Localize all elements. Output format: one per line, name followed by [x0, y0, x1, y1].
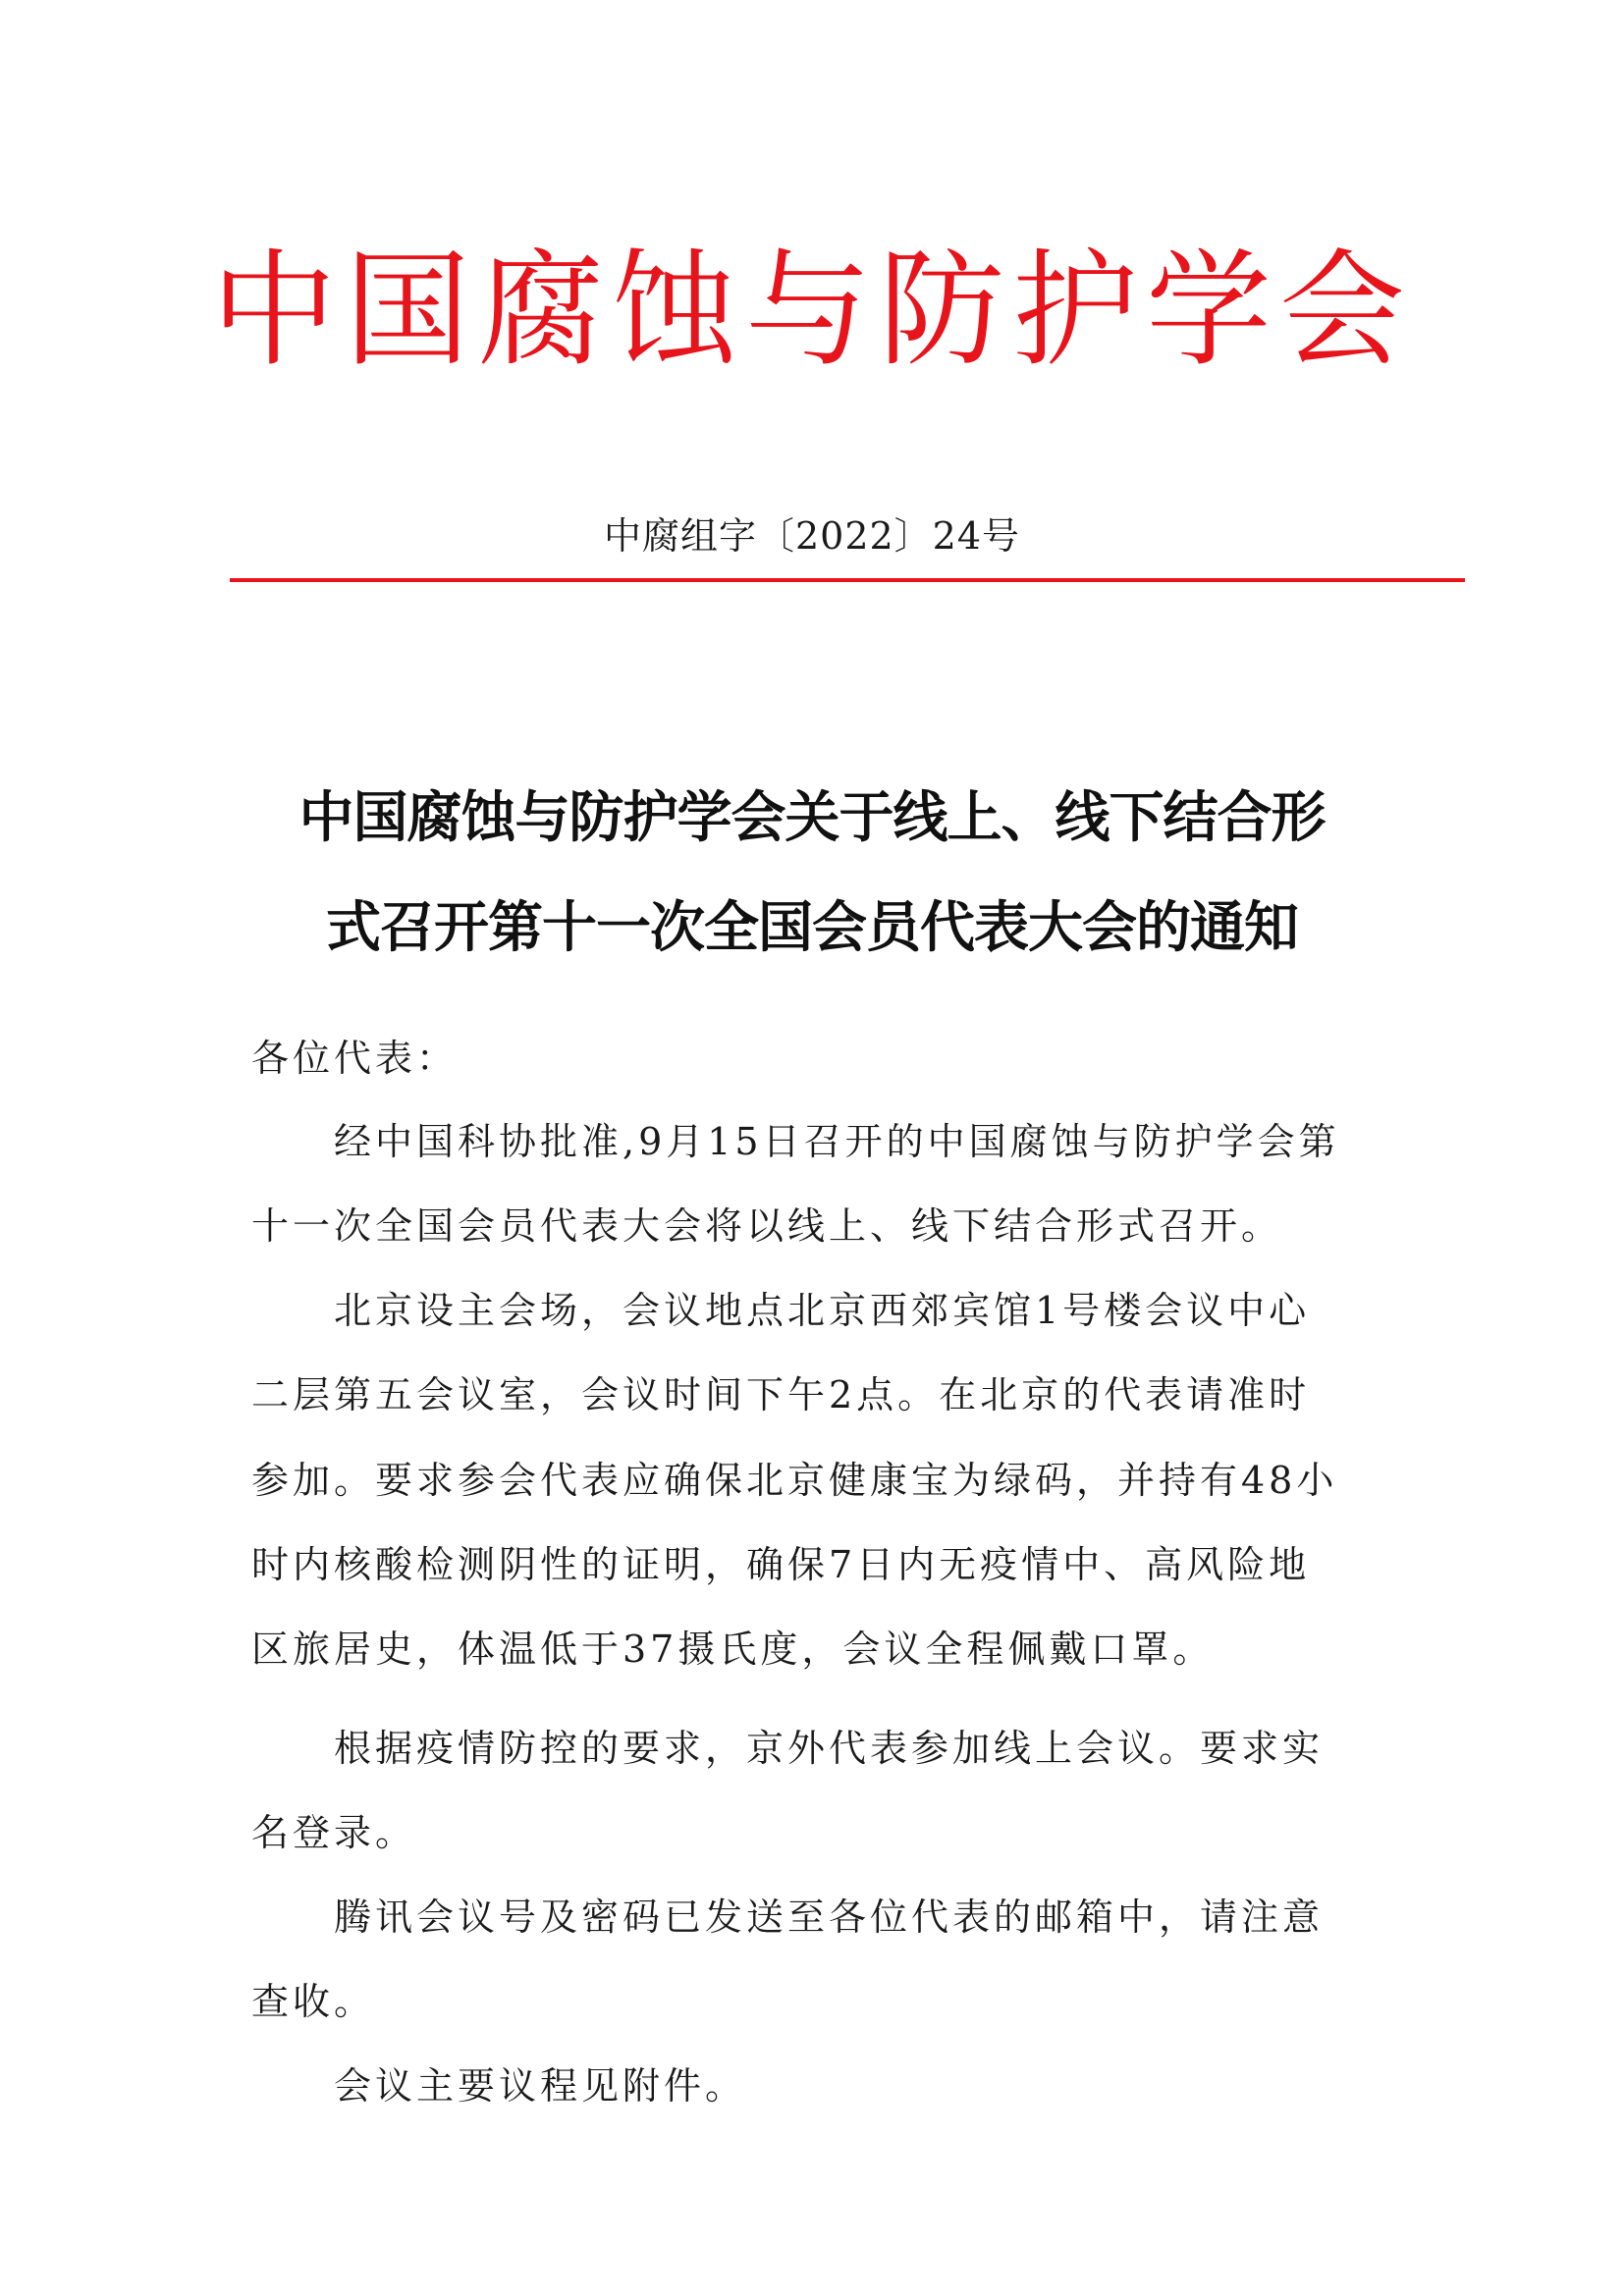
paragraph-5-line-1: 会议主要议程见附件。 [334, 2064, 747, 2108]
paragraph-1-line-1: 经中国科协批准,9月15日召开的中国腐蚀与防护学会第 [334, 1120, 1340, 1163]
document-number: 中腐组字〔2022〕24号 [603, 514, 1021, 558]
paragraph-3-line-2: 名登录。 [251, 1811, 417, 1854]
paragraph-4-line-2: 查收。 [251, 1980, 376, 2023]
notice-title [196, 764, 1428, 984]
paragraph-2-line-1: 北京设主会场，会议地点北京西郊宾馆1号楼会议中心 [334, 1289, 1311, 1332]
paragraph-2-line-5: 区旅居史，体温低于37摄氏度，会议全程佩戴口罩。 [251, 1628, 1215, 1671]
header-divider-rule [230, 578, 1465, 582]
notice-title-line-1: 中国腐蚀与防护学会关于线上、线下结合形 [298, 786, 1326, 850]
paragraph-4-line-1: 腾讯会议号及密码已发送至各位代表的邮箱中，请注意 [334, 1896, 1325, 1939]
notice-title-line-2: 式召开第十一次全国会员代表大会的通知 [326, 896, 1298, 960]
paragraph-2-line-3: 参加。要求参会代表应确保北京健康宝为绿码，并持有48小 [251, 1459, 1338, 1502]
salutation: 各位代表： [251, 1037, 459, 1080]
organization-header: 中国腐蚀与防护学会 [210, 238, 1413, 384]
paragraph-2-line-2: 二层第五会议室，会议时间下午2点。在北京的代表请准时 [251, 1373, 1311, 1416]
paragraph-1-line-2: 十一次全国会员代表大会将以线上、线下结合形式召开。 [251, 1204, 1283, 1248]
paragraph-2-line-4: 时内核酸检测阴性的证明，确保7日内无疫情中、高风险地 [251, 1543, 1311, 1586]
paragraph-3-line-1: 根据疫情防控的要求，京外代表参加线上会议。要求实 [334, 1727, 1325, 1770]
